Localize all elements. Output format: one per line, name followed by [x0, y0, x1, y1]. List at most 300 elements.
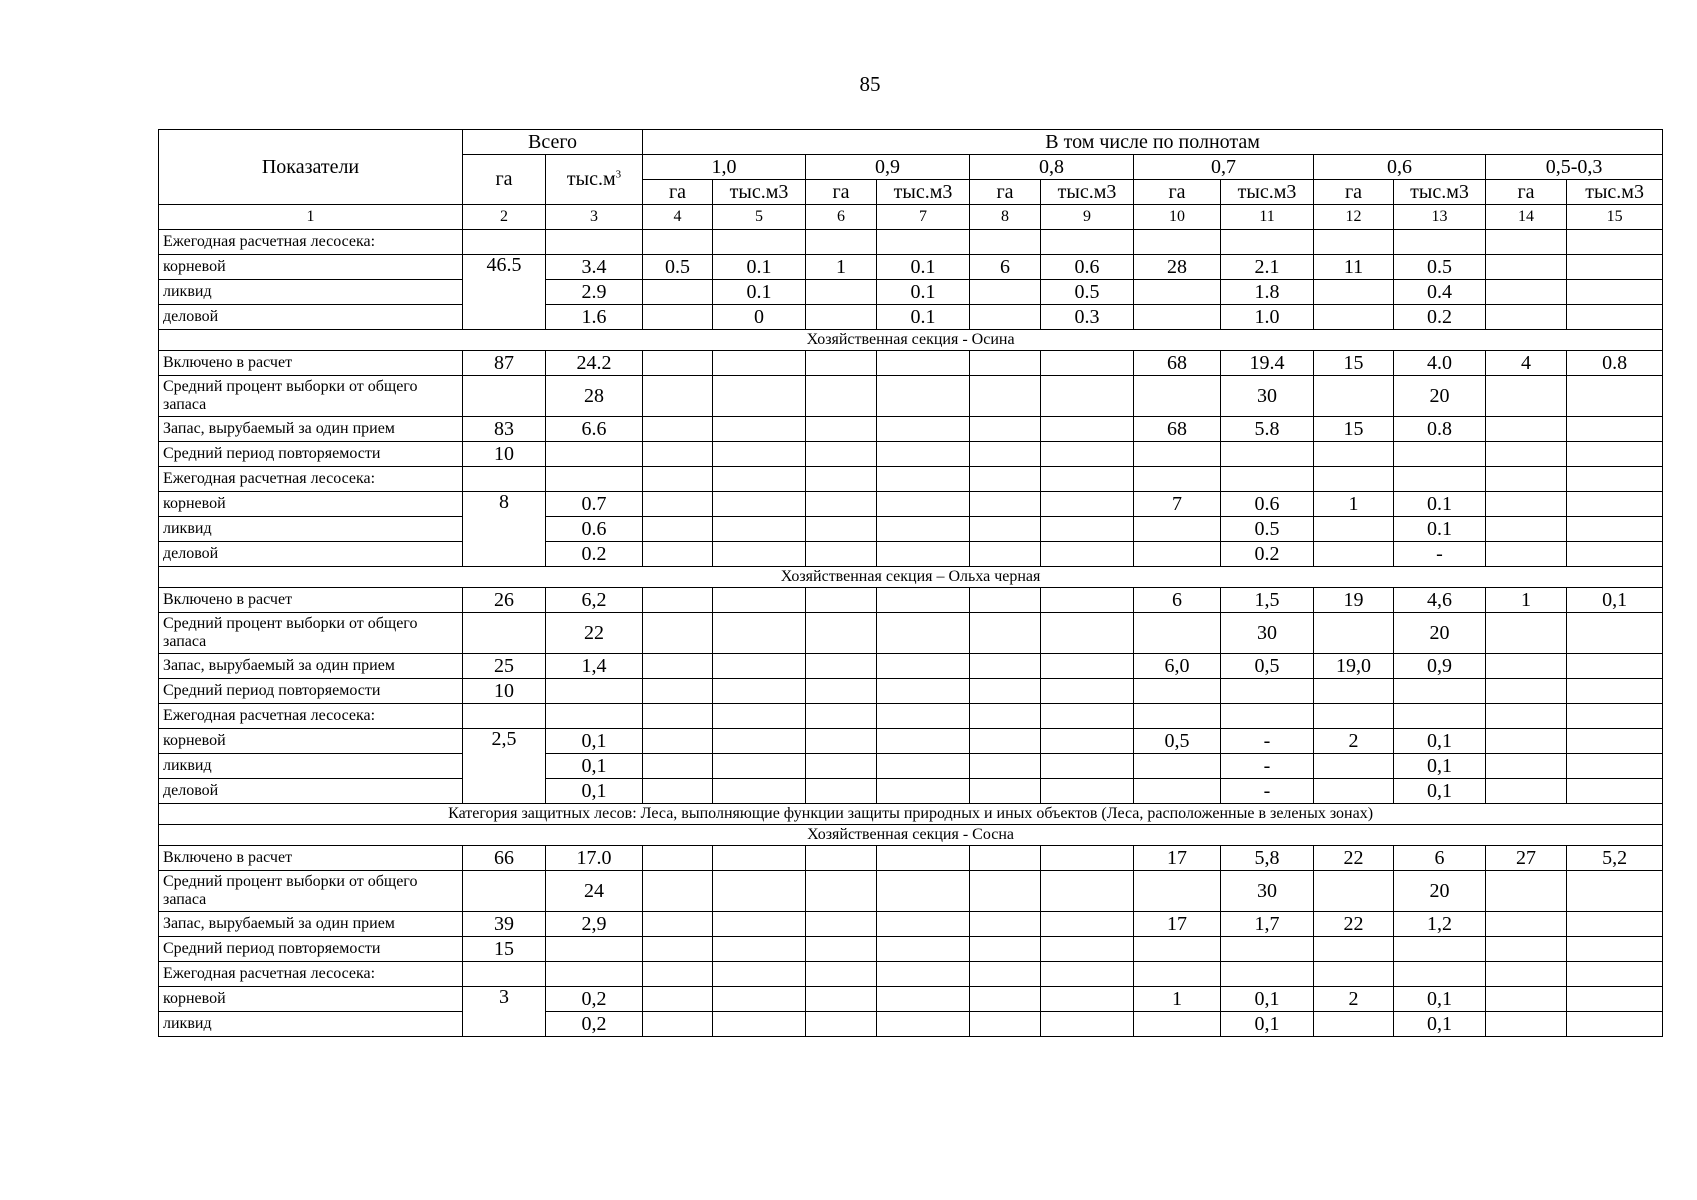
table-row — [159, 912, 1663, 937]
table-cell — [806, 754, 877, 779]
header-total: Всего — [463, 130, 643, 155]
table-cell — [713, 654, 806, 679]
column-number: 2 — [463, 205, 546, 230]
table-cell — [806, 467, 877, 492]
column-number: 5 — [713, 205, 806, 230]
table-cell — [643, 679, 713, 704]
table-cell — [546, 679, 643, 704]
table-cell — [1221, 962, 1314, 987]
table-cell: 6,0 — [1134, 654, 1221, 679]
table-cell — [970, 779, 1041, 804]
unit-volume: тыс.м3 — [1041, 180, 1134, 205]
page-number: 85 — [859, 72, 881, 96]
table-cell — [1394, 962, 1486, 987]
table-cell — [806, 729, 877, 754]
table-cell — [1486, 754, 1567, 779]
table-cell — [1314, 613, 1394, 654]
table-cell: 0.1 — [877, 305, 970, 330]
header-density-6: 0,5-0,3 — [1486, 155, 1663, 180]
table-cell — [806, 492, 877, 517]
table-cell — [1134, 1012, 1221, 1037]
table-cell: 24.2 — [546, 351, 643, 376]
table-cell — [643, 442, 713, 467]
table-cell — [463, 704, 546, 729]
table-cell: 1 — [1314, 492, 1394, 517]
table-cell — [1394, 679, 1486, 704]
table-cell — [1041, 962, 1134, 987]
table-cell — [1314, 937, 1394, 962]
table-cell: 0.1 — [1394, 492, 1486, 517]
table-cell — [643, 351, 713, 376]
table-cell: 1,5 — [1221, 588, 1314, 613]
table-cell — [1221, 679, 1314, 704]
table-cell: 0.5 — [1221, 517, 1314, 542]
table-cell — [806, 912, 877, 937]
table-cell: 0.5 — [1041, 280, 1134, 305]
table-cell — [1221, 704, 1314, 729]
table-cell — [1486, 542, 1567, 567]
row-label: Включено в расчет — [159, 588, 463, 613]
table-cell: - — [1394, 542, 1486, 567]
row-label: ликвид — [159, 1012, 463, 1037]
table-cell: 0.2 — [1221, 542, 1314, 567]
table-cell: 0.2 — [546, 542, 643, 567]
table-cell — [877, 779, 970, 804]
table-cell: 26 — [463, 588, 546, 613]
row-label: ликвид — [159, 754, 463, 779]
table-cell — [877, 230, 970, 255]
table-cell — [1567, 442, 1663, 467]
table-cell — [970, 517, 1041, 542]
table-cell — [970, 846, 1041, 871]
table-cell — [806, 442, 877, 467]
table-cell — [877, 1012, 970, 1037]
table-cell: 22 — [546, 613, 643, 654]
table-cell: 1 — [1486, 588, 1567, 613]
column-number: 15 — [1567, 205, 1663, 230]
table-cell — [970, 230, 1041, 255]
table-cell — [877, 492, 970, 517]
table-cell — [713, 729, 806, 754]
table-cell — [1486, 613, 1567, 654]
table-cell — [1567, 417, 1663, 442]
table-cell — [1567, 704, 1663, 729]
table-row — [159, 542, 1663, 567]
table-row — [159, 704, 1663, 729]
table-cell — [1394, 467, 1486, 492]
unit-volume: тыс.м3 — [1394, 180, 1486, 205]
table-cell — [643, 729, 713, 754]
row-label: Средний период повторяемости — [159, 442, 463, 467]
table-cell: 30 — [1221, 613, 1314, 654]
table-cell: 2 — [1314, 729, 1394, 754]
table-cell — [1394, 937, 1486, 962]
table-cell — [1041, 937, 1134, 962]
table-cell — [1394, 442, 1486, 467]
table-row — [159, 230, 1663, 255]
table-cell: 0,2 — [546, 987, 643, 1012]
table-cell — [1486, 230, 1567, 255]
column-number: 14 — [1486, 205, 1567, 230]
table-cell — [1567, 729, 1663, 754]
total-ha-merged: 2,5 — [463, 729, 546, 804]
table-cell — [970, 987, 1041, 1012]
table-cell — [970, 871, 1041, 912]
table-cell — [1486, 704, 1567, 729]
row-label: Запас, вырубаемый за один прием — [159, 417, 463, 442]
table-row — [159, 654, 1663, 679]
table-cell: 1,4 — [546, 654, 643, 679]
table-cell — [1041, 376, 1134, 417]
table-cell — [643, 376, 713, 417]
table-cell — [713, 613, 806, 654]
table-cell — [1486, 417, 1567, 442]
table-cell: 27 — [1486, 846, 1567, 871]
column-number: 11 — [1221, 205, 1314, 230]
table-cell — [806, 1012, 877, 1037]
header-density-4: 0,7 — [1134, 155, 1314, 180]
table-cell — [877, 654, 970, 679]
table-cell — [1221, 937, 1314, 962]
table-row — [159, 517, 1663, 542]
table-cell: 1,7 — [1221, 912, 1314, 937]
table-cell — [970, 588, 1041, 613]
table-cell — [1134, 517, 1221, 542]
table-cell — [970, 1012, 1041, 1037]
row-label: деловой — [159, 542, 463, 567]
table-cell — [1486, 912, 1567, 937]
table-cell — [1567, 937, 1663, 962]
table-cell — [877, 937, 970, 962]
table-cell — [806, 679, 877, 704]
column-number: 12 — [1314, 205, 1394, 230]
table-cell — [1486, 517, 1567, 542]
table-cell: 28 — [546, 376, 643, 417]
table-row — [159, 613, 1663, 654]
table-cell — [1486, 442, 1567, 467]
table-cell — [713, 442, 806, 467]
table-cell — [877, 871, 970, 912]
table-cell — [1134, 542, 1221, 567]
table-cell — [713, 871, 806, 912]
table-cell — [877, 912, 970, 937]
section-row — [159, 804, 1663, 825]
section-title: Категория защитных лесов: Леса, выполняющие функции защиты природных и иных объектов (Леса, расположенные в зеленых зонах) — [159, 804, 1663, 825]
table-cell — [643, 987, 713, 1012]
section-row — [159, 567, 1663, 588]
table-cell: 25 — [463, 654, 546, 679]
column-number: 9 — [1041, 205, 1134, 230]
table-cell — [643, 704, 713, 729]
table-cell — [713, 846, 806, 871]
table-cell — [1041, 542, 1134, 567]
table-cell — [713, 962, 806, 987]
table-cell: 0.5 — [1394, 255, 1486, 280]
table-cell — [970, 654, 1041, 679]
table-cell — [1486, 1012, 1567, 1037]
table-cell — [1041, 987, 1134, 1012]
table-cell — [806, 305, 877, 330]
unit-volume: тыс.м3 — [877, 180, 970, 205]
table-cell: 7 — [1134, 492, 1221, 517]
header-density-2: 0,9 — [806, 155, 970, 180]
table-cell: 83 — [463, 417, 546, 442]
section-row — [159, 825, 1663, 846]
table-cell: 0.8 — [1394, 417, 1486, 442]
row-label: корневой — [159, 255, 463, 280]
table-cell: 1.8 — [1221, 280, 1314, 305]
table-cell: 0,1 — [546, 729, 643, 754]
table-cell: 0,9 — [1394, 654, 1486, 679]
table-cell — [643, 280, 713, 305]
table-cell — [1567, 987, 1663, 1012]
unit-volume: тыс.м3 — [1221, 180, 1314, 205]
table-cell — [546, 962, 643, 987]
table-cell: 0.7 — [546, 492, 643, 517]
header-total-ha: га — [463, 155, 546, 205]
section-title: Хозяйственная секция – Ольха черная — [159, 567, 1663, 588]
table-cell: 15 — [1314, 417, 1394, 442]
table-cell — [1041, 654, 1134, 679]
table-cell — [970, 442, 1041, 467]
total-ha-merged: 3 — [463, 987, 546, 1037]
table-cell — [1486, 871, 1567, 912]
column-number: 4 — [643, 205, 713, 230]
table-cell — [970, 937, 1041, 962]
table-cell — [1134, 280, 1221, 305]
table-cell: 0,5 — [1134, 729, 1221, 754]
table-cell — [1486, 654, 1567, 679]
table-cell — [1567, 871, 1663, 912]
table-row — [159, 871, 1663, 912]
table-cell — [877, 467, 970, 492]
table-cell: 20 — [1394, 376, 1486, 417]
table-cell: 6 — [1134, 588, 1221, 613]
table-cell — [1134, 779, 1221, 804]
table-cell — [1486, 779, 1567, 804]
table-cell — [463, 230, 546, 255]
table-cell: 4,6 — [1394, 588, 1486, 613]
table-row — [159, 351, 1663, 376]
table-cell — [1314, 779, 1394, 804]
unit-ha: га — [806, 180, 877, 205]
table-cell — [643, 588, 713, 613]
table-cell: 17 — [1134, 846, 1221, 871]
table-cell — [643, 1012, 713, 1037]
table-cell — [643, 230, 713, 255]
table-cell — [1567, 613, 1663, 654]
row-label: Средний период повторяемости — [159, 937, 463, 962]
table-cell: 87 — [463, 351, 546, 376]
table-cell — [970, 613, 1041, 654]
table-cell — [1221, 467, 1314, 492]
table-cell — [1567, 467, 1663, 492]
table-cell: 0.1 — [1394, 517, 1486, 542]
table-cell — [1134, 962, 1221, 987]
table-cell — [1314, 679, 1394, 704]
table-cell: 2,9 — [546, 912, 643, 937]
row-label: Средний процент выборки от общего запаса — [159, 871, 463, 912]
table-row — [159, 467, 1663, 492]
row-label: Включено в расчет — [159, 846, 463, 871]
column-number: 3 — [546, 205, 643, 230]
table-cell: 6.6 — [546, 417, 643, 442]
table-cell — [643, 542, 713, 567]
table-cell — [643, 912, 713, 937]
table-row — [159, 442, 1663, 467]
table-cell — [877, 542, 970, 567]
table-row — [159, 962, 1663, 987]
row-label: ликвид — [159, 517, 463, 542]
table-cell — [643, 846, 713, 871]
table-cell — [1041, 351, 1134, 376]
table-cell — [713, 704, 806, 729]
table-row — [159, 846, 1663, 871]
table-cell — [713, 754, 806, 779]
table-cell: 68 — [1134, 351, 1221, 376]
table-cell — [1486, 305, 1567, 330]
table-cell — [806, 654, 877, 679]
table-cell: 19 — [1314, 588, 1394, 613]
table-cell — [1394, 230, 1486, 255]
table-cell — [1221, 230, 1314, 255]
table-cell — [463, 376, 546, 417]
row-label: корневой — [159, 492, 463, 517]
table-cell — [1041, 704, 1134, 729]
table-cell: 5,2 — [1567, 846, 1663, 871]
table-cell: 6 — [970, 255, 1041, 280]
table-cell: 19,0 — [1314, 654, 1394, 679]
table-cell: 0,5 — [1221, 654, 1314, 679]
table-cell — [970, 280, 1041, 305]
table-cell — [713, 467, 806, 492]
table-cell — [1041, 1012, 1134, 1037]
table-cell: 2.9 — [546, 280, 643, 305]
row-label: деловой — [159, 305, 463, 330]
table-cell — [1314, 442, 1394, 467]
table-cell — [1041, 417, 1134, 442]
table-cell — [1134, 376, 1221, 417]
table-cell — [970, 962, 1041, 987]
table-cell: 0.6 — [1221, 492, 1314, 517]
table-cell — [1134, 442, 1221, 467]
table-cell — [713, 679, 806, 704]
table-cell: 30 — [1221, 376, 1314, 417]
table-cell — [970, 542, 1041, 567]
table-cell: 20 — [1394, 613, 1486, 654]
table-cell — [970, 467, 1041, 492]
table-cell — [1314, 704, 1394, 729]
table-cell — [463, 871, 546, 912]
column-number: 7 — [877, 205, 970, 230]
table-cell — [1486, 962, 1567, 987]
table-cell: 11 — [1314, 255, 1394, 280]
table-cell — [1567, 255, 1663, 280]
table-cell: 0.1 — [713, 255, 806, 280]
table-cell — [713, 376, 806, 417]
table-cell — [877, 613, 970, 654]
table-cell — [1041, 729, 1134, 754]
table-cell: 39 — [463, 912, 546, 937]
column-number: 13 — [1394, 205, 1486, 230]
table-cell: 22 — [1314, 912, 1394, 937]
table-cell — [713, 517, 806, 542]
table-cell — [1041, 679, 1134, 704]
table-cell: 0,1 — [546, 779, 643, 804]
table-cell — [1314, 376, 1394, 417]
table-cell — [1486, 679, 1567, 704]
table-cell — [1567, 492, 1663, 517]
table-cell: 6,2 — [546, 588, 643, 613]
table-cell — [1394, 704, 1486, 729]
row-label: деловой — [159, 779, 463, 804]
table-cell: 0.5 — [643, 255, 713, 280]
table-cell — [1041, 846, 1134, 871]
table-cell: 4.0 — [1394, 351, 1486, 376]
table-cell — [643, 962, 713, 987]
table-cell — [1567, 230, 1663, 255]
table-cell — [1567, 912, 1663, 937]
table-cell — [877, 351, 970, 376]
table-cell: - — [1221, 729, 1314, 754]
table-cell — [713, 588, 806, 613]
table-cell: 2.1 — [1221, 255, 1314, 280]
table-row — [159, 588, 1663, 613]
table-cell — [970, 417, 1041, 442]
table-cell — [877, 704, 970, 729]
table-cell: 19.4 — [1221, 351, 1314, 376]
table-cell — [806, 542, 877, 567]
table-row — [159, 1012, 1663, 1037]
table-cell — [1134, 679, 1221, 704]
column-number: 8 — [970, 205, 1041, 230]
table-cell — [877, 962, 970, 987]
table-cell — [806, 588, 877, 613]
table-cell — [1134, 230, 1221, 255]
table-cell: 4 — [1486, 351, 1567, 376]
table-cell: - — [1221, 754, 1314, 779]
table-cell — [1314, 230, 1394, 255]
table-cell: 0.1 — [877, 255, 970, 280]
row-label: корневой — [159, 987, 463, 1012]
header-by-density: В том числе по полнотам — [643, 130, 1663, 155]
table-cell: 0.6 — [1041, 255, 1134, 280]
header-total-volume: $тыс.м^3$ — [546, 155, 643, 205]
table-cell — [1314, 1012, 1394, 1037]
table-cell: 0,1 — [1221, 1012, 1314, 1037]
table-cell — [877, 754, 970, 779]
table-cell — [877, 588, 970, 613]
table-cell: 0.2 — [1394, 305, 1486, 330]
table-cell — [643, 305, 713, 330]
table-cell: 1.6 — [546, 305, 643, 330]
table-cell — [546, 467, 643, 492]
table-cell: 0.6 — [546, 517, 643, 542]
table-cell — [713, 779, 806, 804]
table-cell — [713, 351, 806, 376]
table-cell — [806, 417, 877, 442]
table-cell: 15 — [463, 937, 546, 962]
table-cell: 0,1 — [1394, 729, 1486, 754]
row-label: корневой — [159, 729, 463, 754]
table-cell — [1134, 937, 1221, 962]
column-number: 1 — [159, 205, 463, 230]
table-cell — [1041, 779, 1134, 804]
table-cell — [877, 517, 970, 542]
table-cell — [1041, 754, 1134, 779]
table-cell — [713, 417, 806, 442]
table-cell: 0.4 — [1394, 280, 1486, 305]
